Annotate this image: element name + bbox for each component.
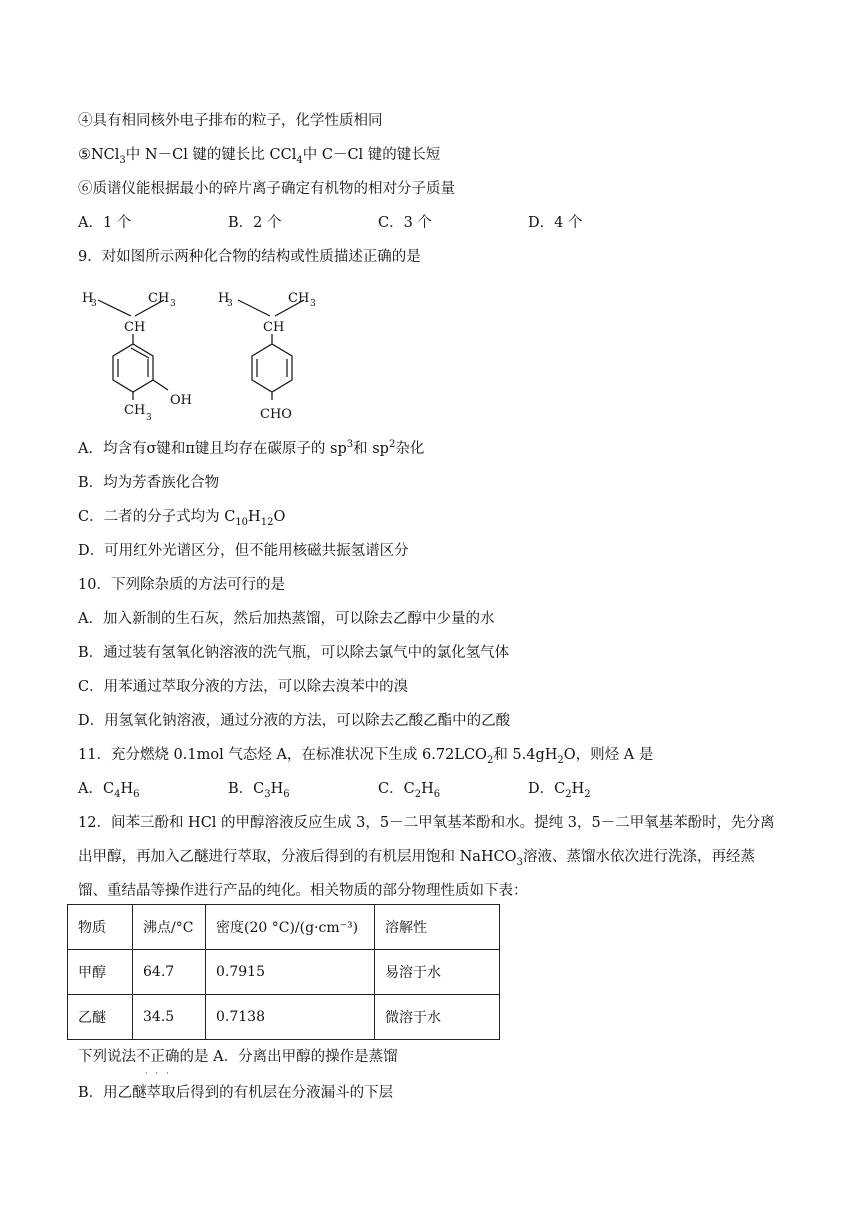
- ch3-label-2: CH: [288, 291, 310, 306]
- properties-table: [67, 904, 500, 1040]
- emphasis-dots: ···: [145, 1069, 177, 1078]
- q9-option-a: A．均含有σ键和π键且均存在碳原子的 $sp^3$和 $sp^2$杂化: [78, 439, 425, 457]
- q12-after-table: 下列说法不正确的是 A．分离出甲醇的操作是蒸馏: [78, 1049, 398, 1065]
- oh-label: OH: [170, 393, 192, 408]
- ch3-bottom-sub: 3: [146, 413, 152, 423]
- q8-option-c: C．3 个: [378, 215, 432, 231]
- h3c-label-2: H: [218, 291, 230, 306]
- ch3-bottom-label: CH: [124, 403, 146, 418]
- ch-label-1: CH: [124, 320, 146, 335]
- table-header-cell: 沸点/°C: [133, 905, 206, 950]
- q11-option-c: C．$C_2H_6$: [378, 781, 441, 800]
- q8-option-a: A．1 个: [78, 215, 132, 231]
- ch-label-2: CH: [263, 320, 285, 335]
- q8-option-d: D．4 个: [528, 215, 583, 231]
- h3c-sub-1: 3: [91, 299, 97, 309]
- table-header-cell: 物质: [68, 905, 133, 950]
- q10-option-c: C．用苯通过萃取分液的方法，可以除去溴苯中的溴: [78, 679, 409, 695]
- table-header-cell: 密度(20 °C)/(g·cm⁻³): [206, 905, 375, 950]
- table-cell: 0.7138: [206, 995, 375, 1040]
- q11-stem: 11．充分燃烧 0.1mol 气态烃 A，在标准状况下生成 $6.72LCO_2$和 $5.4gH_2O$，则烃 A 是: [78, 747, 654, 766]
- table-cell: 0.7915: [206, 950, 375, 995]
- q11-option-b: B．$C_3H_6$: [228, 781, 290, 800]
- table-cell: 34.5: [133, 995, 206, 1040]
- table-header-row: [68, 905, 500, 950]
- table-row: [68, 950, 500, 995]
- q9-option-c: C．二者的分子式均为 $C_{10}H_{12}O$: [78, 509, 286, 528]
- statement-4: ④具有相同核外电子排布的粒子，化学性质相同: [78, 113, 383, 129]
- q9-option-d: D．可用红外光谱区分，但不能用核磁共振氢谱区分: [78, 543, 409, 559]
- q12-stem-line2: 出甲醇，再加入乙醚进行萃取，分液后得到的有机层用饱和 NaHCO$_3$溶液、蒸馏水依次进行洗涤，再经蒸: [78, 849, 755, 868]
- q10-option-d: D．用氢氧化钠溶液，通过分液的方法，可以除去乙酸乙酯中的乙酸: [78, 713, 511, 729]
- q10-option-a: A．加入新制的生石灰，然后加热蒸馏，可以除去乙醇中少量的水: [78, 611, 495, 627]
- table-cell: 易溶于水: [375, 950, 500, 995]
- q10-option-b: B．通过装有氢氧化钠溶液的洗气瓶，可以除去氯气中的氯化氢气体: [78, 645, 510, 661]
- table-header-cell: 溶解性: [375, 905, 500, 950]
- ch3-label-1: CH: [148, 291, 170, 306]
- q12-stem-line1: 12．间苯三酚和 HCl 的甲醇溶液反应生成 3，5－二甲氧基苯酚和水。提纯 3，5－二甲氧基苯酚时，先分离: [78, 815, 775, 831]
- h3c-sub-2: 3: [227, 299, 233, 309]
- q9-option-b: B．均为芳香族化合物: [78, 475, 220, 491]
- statement-5: ⑤NCl$_3$中 N－Cl 键的键长比 CCl$_4$中 C－Cl 键的键长短: [78, 147, 441, 166]
- q11-option-a: A．$C_4H_6$: [78, 781, 140, 800]
- table-cell: 64.7: [133, 950, 206, 995]
- table-cell: 乙醚: [68, 995, 133, 1040]
- q8-option-b: B．2 个: [228, 215, 282, 231]
- table-cell: 微溶于水: [375, 995, 500, 1040]
- q10-stem: 10．下列除杂质的方法可行的是: [78, 577, 285, 593]
- ch3-sub-1: 3: [170, 299, 176, 309]
- q12-stem-line3: 馏、重结晶等操作进行产品的纯化。相关物质的部分物理性质如下表：: [78, 883, 528, 899]
- ch3-sub-2: 3: [310, 299, 316, 309]
- h3c-label-1: H: [82, 291, 94, 306]
- q11-option-d: D．$C_2H_2$: [528, 781, 591, 800]
- q9-stem: 9．对如图所示两种化合物的结构或性质描述正确的是: [78, 249, 421, 265]
- q9-structure-diagram: [78, 282, 338, 432]
- q12-option-b: B．用乙醚萃取后得到的有机层在分液漏斗的下层: [78, 1085, 394, 1101]
- statement-6: ⑥质谱仪能根据最小的碎片离子确定有机物的相对分子质量: [78, 181, 455, 197]
- cho-label: CHO: [260, 407, 292, 422]
- table-row: [68, 995, 500, 1040]
- table-cell: 甲醇: [68, 950, 133, 995]
